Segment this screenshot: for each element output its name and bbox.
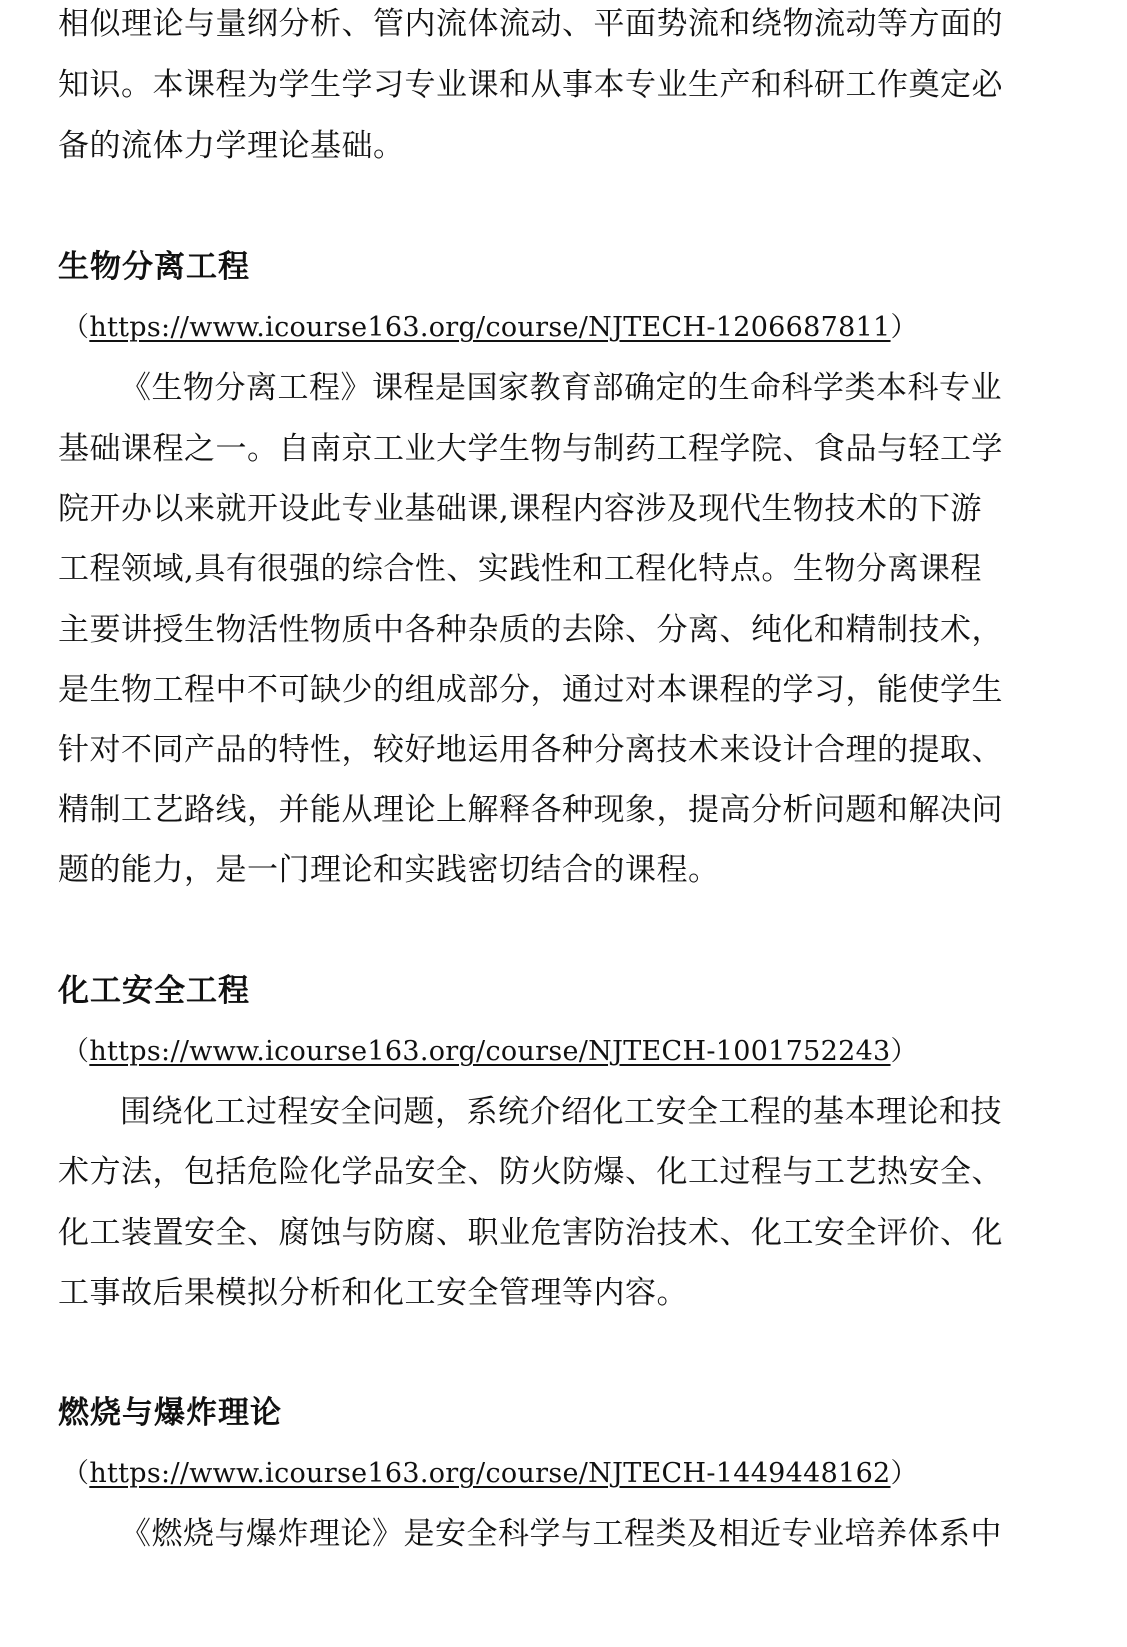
paragraph-line: 术方法，包括危险化学品安全、防火防爆、化工过程与工艺热安全、 [58,1154,1003,1190]
course-link[interactable]: https://www.icourse163.org/course/NJTECH-1449448162 [89,1458,891,1489]
paragraph-line: 《生物分离工程》课程是国家教育部确定的生命科学类本科专业 [120,370,1002,406]
section-title: 燃烧与爆炸理论 [58,1395,282,1431]
course-link[interactable]: https://www.icourse163.org/course/NJTECH-1001752243 [89,1036,891,1067]
paragraph-line: 《燃烧与爆炸理论》是安全科学与工程类及相近专业培养体系中 [120,1516,1002,1552]
paragraph-line: 基础课程之一。自南京工业大学生物与制药工程学院、食品与轻工学 [58,431,1003,467]
paragraph-line: 院开办以来就开设此专业基础课,课程内容涉及现代生物技术的下游 [58,491,982,527]
paragraph-line: 围绕化工过程安全问题，系统介绍化工安全工程的基本理论和技 [120,1094,1002,1130]
intro-line: 备的流体力学理论基础。 [58,128,405,164]
course-link[interactable]: https://www.icourse163.org/course/NJTECH-1206687811 [89,312,891,343]
course-url: （https://www.icourse163.org/course/NJTECH-1449448162） [62,1458,918,1489]
section-title: 生物分离工程 [58,249,250,285]
course-url: （https://www.icourse163.org/course/NJTECH-1206687811） [62,312,918,343]
paragraph-line: 精制工艺路线，并能从理论上解释各种现象，提高分析问题和解决问 [58,792,1003,828]
section-title: 化工安全工程 [58,973,250,1009]
paragraph-line: 工事故后果模拟分析和化工安全管理等内容。 [58,1275,688,1311]
paragraph-line: 针对不同产品的特性，较好地运用各种分离技术来设计合理的提取、 [58,732,1003,768]
intro-line: 相似理论与量纲分析、管内流体流动、平面势流和绕物流动等方面的 [58,6,1003,42]
paragraph-line: 化工装置安全、腐蚀与防腐、职业危害防治技术、化工安全评价、化 [58,1215,1003,1251]
paragraph-line: 工程领域,具有很强的综合性、实践性和工程化特点。生物分离课程 [58,551,982,587]
paragraph-line: 是生物工程中不可缺少的组成部分，通过对本课程的学习，能使学生 [58,672,1003,708]
paragraph-line: 题的能力，是一门理论和实践密切结合的课程。 [58,852,720,888]
intro-line: 知识。本课程为学生学习专业课和从事本专业生产和科研工作奠定必 [58,67,1003,103]
paragraph-line: 主要讲授生物活性物质中各种杂质的去除、分离、纯化和精制技术， [58,612,1003,648]
course-url: （https://www.icourse163.org/course/NJTECH-1001752243） [62,1036,918,1067]
